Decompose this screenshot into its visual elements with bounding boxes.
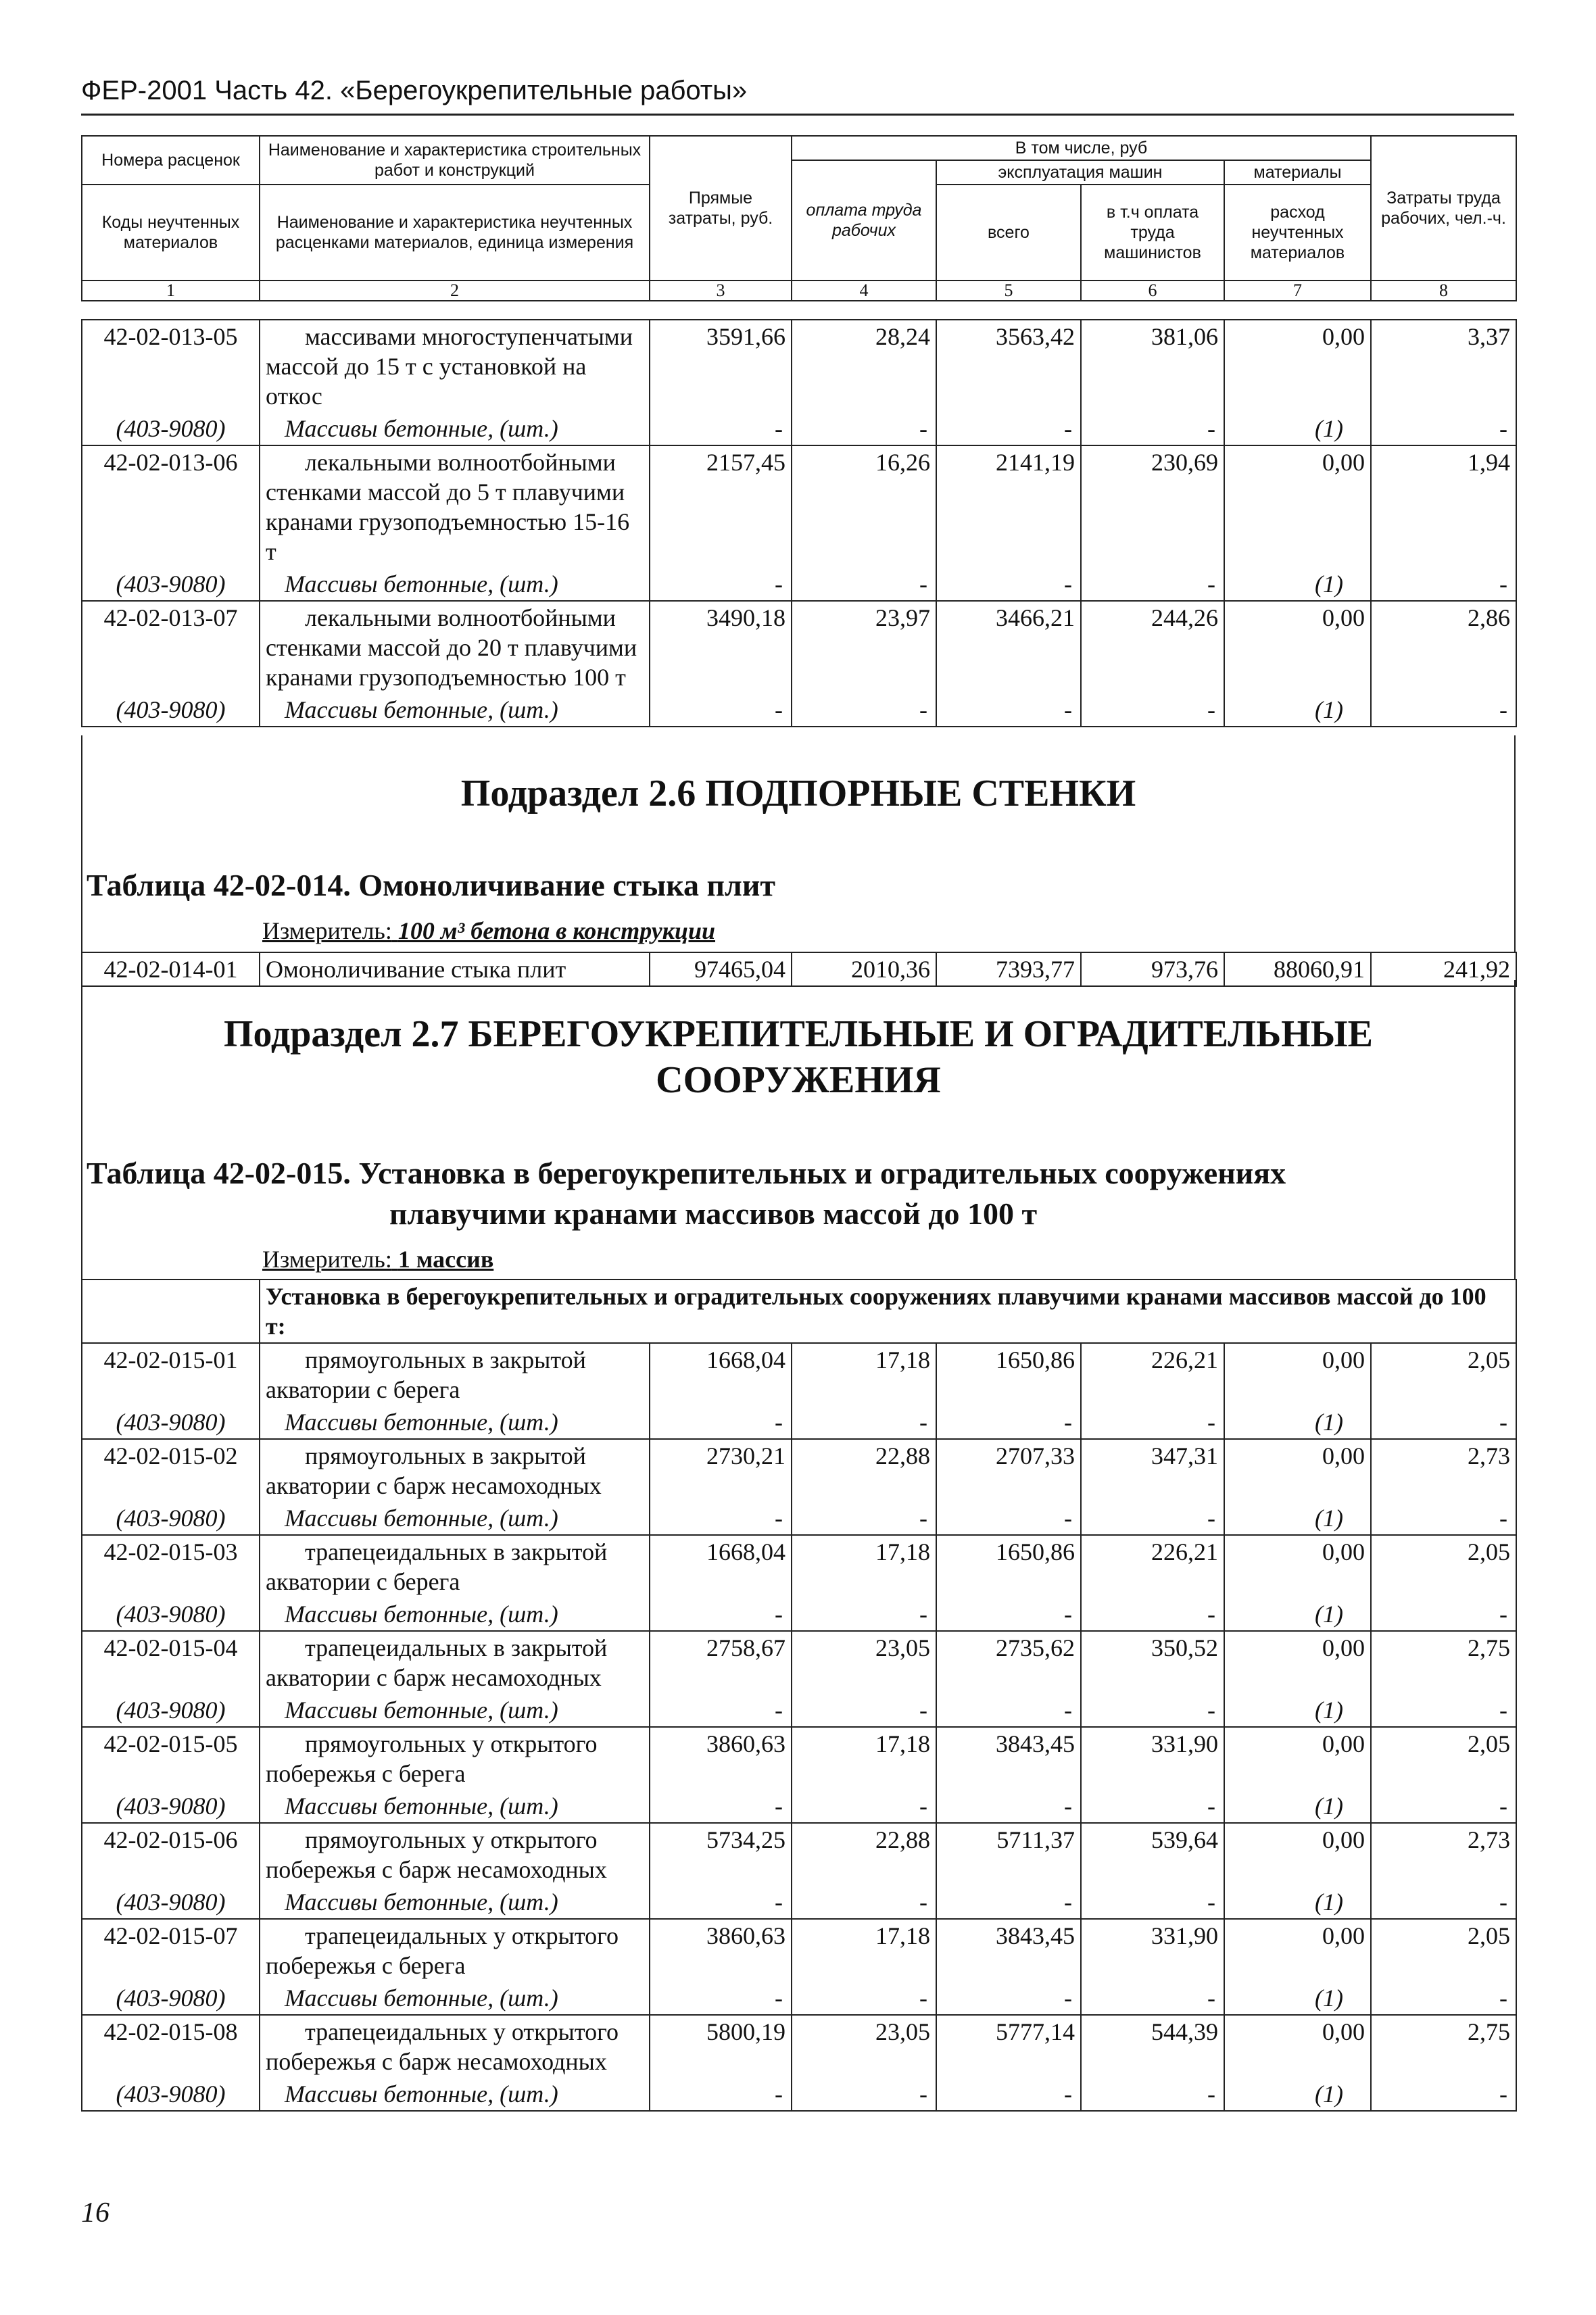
- materials-cost: 0,00: [1224, 1439, 1371, 1502]
- dash-cell: -: [1081, 568, 1224, 601]
- labor-pay: 23,97: [792, 601, 936, 693]
- material-row: [82, 1790, 1516, 1823]
- materials-cost: 0,00: [1224, 1631, 1371, 1694]
- dash-cell: -: [1371, 1598, 1516, 1631]
- material-code: (403-9080): [82, 2078, 260, 2111]
- meter-label: Измеритель:: [262, 1246, 392, 1273]
- materials-cost: 88060,91: [1224, 952, 1371, 986]
- labor-pay: 17,18: [792, 1919, 936, 1982]
- meter-label: Измеритель:: [262, 917, 392, 944]
- dash-cell: -: [1081, 1982, 1224, 2015]
- material-row: [82, 412, 1516, 445]
- dash-cell: -: [936, 2078, 1081, 2111]
- material-qty: (1): [1224, 1406, 1371, 1439]
- labor-pay: 23,05: [792, 1631, 936, 1694]
- materials-cost: 0,00: [1224, 601, 1371, 693]
- col-number: 5: [936, 281, 1081, 301]
- labor-hours: 2,75: [1371, 2015, 1516, 2078]
- labor-hours: 2,73: [1371, 1823, 1516, 1886]
- work-name: трапецеидальных в закрытой акватории с берега: [260, 1535, 650, 1598]
- operator-pay: 544,39: [1081, 2015, 1224, 2078]
- material-code: (403-9080): [82, 1982, 260, 2015]
- dash-cell: -: [1081, 1790, 1224, 1823]
- dash-cell: -: [650, 1886, 792, 1919]
- material-qty: (1): [1224, 1982, 1371, 2015]
- rate-code: 42-02-015-05: [82, 1727, 260, 1790]
- material-qty: (1): [1224, 412, 1371, 445]
- material-name: Массивы бетонные, (шт.): [260, 1790, 650, 1823]
- dash-cell: -: [1081, 693, 1224, 727]
- section-heading-line: СООРУЖЕНИЯ: [656, 1059, 941, 1101]
- material-row: [82, 1598, 1516, 1631]
- labor-pay: 28,24: [792, 320, 936, 412]
- direct-costs: 3860,63: [650, 1727, 792, 1790]
- labor-hours: 2,86: [1371, 601, 1516, 693]
- table-title-line: Таблица 42-02-015. Установка в берегоукрепительных и оградительных сооружениях: [87, 1156, 1286, 1190]
- rate-code: 42-02-015-06: [82, 1823, 260, 1886]
- col-number: 4: [792, 281, 936, 301]
- dash-cell: -: [650, 2078, 792, 2111]
- direct-costs: 5734,25: [650, 1823, 792, 1886]
- table-row: [82, 1631, 1516, 1694]
- machine-total: 3563,42: [936, 320, 1081, 412]
- dash-cell: -: [792, 1598, 936, 1631]
- rate-code: 42-02-014-01: [82, 952, 260, 986]
- work-name: трапецеидальных у открытого побережья с берега: [260, 1919, 650, 1982]
- labor-hours: 3,37: [1371, 320, 1516, 412]
- dash-cell: -: [936, 1694, 1081, 1727]
- col-work-name: Наименование и характеристика строительных работ и конструкций: [260, 136, 650, 185]
- machine-total: 2735,62: [936, 1631, 1081, 1694]
- dash-cell: -: [1371, 693, 1516, 727]
- col-number: 7: [1224, 281, 1371, 301]
- machine-total: 1650,86: [936, 1535, 1081, 1598]
- table-row: [82, 1343, 1516, 1406]
- direct-costs: 1668,04: [650, 1535, 792, 1598]
- materials-cost: 0,00: [1224, 1343, 1371, 1406]
- dash-cell: -: [1081, 1406, 1224, 1439]
- labor-pay: 22,88: [792, 1823, 936, 1886]
- col-number: 2: [260, 281, 650, 301]
- rate-code: 42-02-015-03: [82, 1535, 260, 1598]
- rate-code: 42-02-015-08: [82, 2015, 260, 2078]
- table-row: [82, 601, 1516, 693]
- work-name: прямоугольных в закрытой акватории с берега: [260, 1343, 650, 1406]
- direct-costs: 3490,18: [650, 601, 792, 693]
- col-number: 6: [1081, 281, 1224, 301]
- materials-cost: 0,00: [1224, 445, 1371, 568]
- material-name: Массивы бетонные, (шт.): [260, 2078, 650, 2111]
- dash-cell: -: [650, 568, 792, 601]
- dash-cell: -: [792, 693, 936, 727]
- dash-cell: -: [1371, 1790, 1516, 1823]
- table-row: [82, 1439, 1516, 1502]
- operator-pay: 381,06: [1081, 320, 1224, 412]
- table-row: [82, 2015, 1516, 2078]
- labor-hours: 2,05: [1371, 1343, 1516, 1406]
- material-row: [82, 568, 1516, 601]
- dash-cell: -: [936, 1598, 1081, 1631]
- operator-pay: 226,21: [1081, 1535, 1224, 1598]
- dash-cell: -: [1081, 1502, 1224, 1535]
- operator-pay: 230,69: [1081, 445, 1224, 568]
- labor-hours: 2,05: [1371, 1727, 1516, 1790]
- dash-cell: -: [650, 1502, 792, 1535]
- work-name: прямоугольных в закрытой акватории с барж несамоходных: [260, 1439, 650, 1502]
- dash-cell: -: [792, 1790, 936, 1823]
- dash-cell: -: [792, 568, 936, 601]
- table-row: [82, 1919, 1516, 1982]
- dash-cell: -: [1371, 1502, 1516, 1535]
- rate-code: 42-02-015-01: [82, 1343, 260, 1406]
- operator-pay: 973,76: [1081, 952, 1224, 986]
- col-machine-ops: эксплуатация машин: [936, 160, 1224, 185]
- operator-pay: 331,90: [1081, 1919, 1224, 1982]
- meter-line: [262, 1245, 493, 1273]
- section-heading: [81, 1011, 1516, 1103]
- col-labor-pay: оплата труда рабочих: [792, 160, 936, 281]
- dash-cell: -: [792, 412, 936, 445]
- dash-cell: -: [1371, 568, 1516, 601]
- table-row: [82, 320, 1516, 412]
- column-header-table: [81, 135, 1517, 301]
- col-incl-rub: В том числе, руб: [792, 136, 1371, 160]
- col-material-codes: Коды неучтенных материалов: [82, 185, 260, 281]
- material-name: Массивы бетонные, (шт.): [260, 1502, 650, 1535]
- col-material-use: расход неучтенных материалов: [1224, 185, 1371, 281]
- labor-pay: 17,18: [792, 1727, 936, 1790]
- material-code: (403-9080): [82, 1694, 260, 1727]
- section-heading-line: Подраздел 2.7 БЕРЕГОУКРЕПИТЕЛЬНЫЕ И ОГРАДИТЕЛЬНЫЕ: [223, 1013, 1373, 1055]
- table-row: [82, 1727, 1516, 1790]
- operator-pay: 347,31: [1081, 1439, 1224, 1502]
- work-name: трапецеидальных в закрытой акватории с барж несамоходных: [260, 1631, 650, 1694]
- operator-pay: 539,64: [1081, 1823, 1224, 1886]
- meter-value: 1 массив: [397, 1246, 494, 1273]
- material-code: (403-9080): [82, 1406, 260, 1439]
- materials-cost: 0,00: [1224, 1823, 1371, 1886]
- dash-cell: -: [1371, 1886, 1516, 1919]
- material-code: (403-9080): [82, 412, 260, 445]
- running-header: ФЕР-2001 Часть 42. «Берегоукрепительные работы»: [81, 76, 748, 105]
- material-name: Массивы бетонные, (шт.): [260, 1694, 650, 1727]
- material-row: [82, 1502, 1516, 1535]
- table-title: Таблица 42-02-014. Омоноличивание стыка плит: [87, 868, 775, 902]
- col-operator-pay: в т.ч оплата труда машинистов: [1081, 185, 1224, 281]
- material-row: [82, 1982, 1516, 2015]
- table-subheading: Установка в берегоукрепительных и оградительных сооружениях плавучими кранами массивов массой до 100 т:: [260, 1280, 1516, 1343]
- table-42-02-015: [81, 1279, 1517, 2112]
- material-qty: (1): [1224, 1502, 1371, 1535]
- rate-code: 42-02-015-02: [82, 1439, 260, 1502]
- rate-code: 42-02-015-04: [82, 1631, 260, 1694]
- col-number: 1: [82, 281, 260, 301]
- labor-pay: 17,18: [792, 1535, 936, 1598]
- table-row: [82, 1535, 1516, 1598]
- dash-cell: -: [1371, 1694, 1516, 1727]
- materials-cost: 0,00: [1224, 1535, 1371, 1598]
- labor-hours: 2,73: [1371, 1439, 1516, 1502]
- material-row: [82, 1886, 1516, 1919]
- work-name: массивами многоступенчатыми массой до 15 т с установкой на откос: [260, 320, 650, 412]
- dash-cell: -: [1081, 2078, 1224, 2111]
- dash-cell: -: [650, 1694, 792, 1727]
- machine-total: 3843,45: [936, 1727, 1081, 1790]
- materials-cost: 0,00: [1224, 2015, 1371, 2078]
- material-name: Массивы бетонные, (шт.): [260, 1406, 650, 1439]
- direct-costs: 2758,67: [650, 1631, 792, 1694]
- dash-cell: -: [1081, 412, 1224, 445]
- material-name: Массивы бетонные, (шт.): [260, 568, 650, 601]
- col-rate-numbers: Номера расценок: [82, 136, 260, 185]
- direct-costs: 2730,21: [650, 1439, 792, 1502]
- labor-pay: 17,18: [792, 1343, 936, 1406]
- machine-total: 5711,37: [936, 1823, 1081, 1886]
- table-row: [82, 445, 1516, 568]
- meter-line: [262, 917, 715, 945]
- dash-cell: -: [1371, 1982, 1516, 2015]
- rate-code: 42-02-013-06: [82, 445, 260, 568]
- dash-cell: -: [936, 1982, 1081, 2015]
- dash-cell: -: [650, 1790, 792, 1823]
- material-qty: (1): [1224, 568, 1371, 601]
- rate-code: 42-02-013-07: [82, 601, 260, 693]
- labor-pay: 22,88: [792, 1439, 936, 1502]
- dash-cell: -: [792, 1982, 936, 2015]
- labor-hours: 2,05: [1371, 1919, 1516, 1982]
- dash-cell: -: [792, 1406, 936, 1439]
- material-qty: (1): [1224, 1694, 1371, 1727]
- machine-total: 1650,86: [936, 1343, 1081, 1406]
- materials-cost: 0,00: [1224, 320, 1371, 412]
- materials-cost: 0,00: [1224, 1919, 1371, 1982]
- material-name: Массивы бетонные, (шт.): [260, 1598, 650, 1631]
- dash-cell: -: [1371, 2078, 1516, 2111]
- empty-cell: [82, 1280, 260, 1343]
- header-rule: [81, 114, 1514, 116]
- table-title: [87, 1153, 1286, 1234]
- labor-pay: 23,05: [792, 2015, 936, 2078]
- table-title-line: плавучими кранами массивов массой до 100 т: [389, 1196, 1038, 1231]
- labor-hours: 2,75: [1371, 1631, 1516, 1694]
- machine-total: 7393,77: [936, 952, 1081, 986]
- direct-costs: 3591,66: [650, 320, 792, 412]
- col-material-name: Наименование и характеристика неучтенных расценками материалов, единица измерения: [260, 185, 650, 281]
- material-code: (403-9080): [82, 1598, 260, 1631]
- rate-code: 42-02-015-07: [82, 1919, 260, 1982]
- labor-hours: 241,92: [1371, 952, 1516, 986]
- dash-cell: -: [792, 1886, 936, 1919]
- material-code: (403-9080): [82, 693, 260, 727]
- dash-cell: -: [792, 1502, 936, 1535]
- dash-cell: -: [650, 1406, 792, 1439]
- meter-value: 100 м³ бетона в конструкции: [397, 917, 716, 944]
- material-row: [82, 1694, 1516, 1727]
- material-name: Массивы бетонные, (шт.): [260, 1982, 650, 2015]
- material-row: [82, 1406, 1516, 1439]
- material-row: [82, 693, 1516, 727]
- dash-cell: -: [650, 693, 792, 727]
- col-machine-total: всего: [936, 185, 1081, 281]
- work-name: прямоугольных у открытого побережья с берега: [260, 1727, 650, 1790]
- dash-cell: -: [650, 1982, 792, 2015]
- material-qty: (1): [1224, 693, 1371, 727]
- operator-pay: 350,52: [1081, 1631, 1224, 1694]
- material-code: (403-9080): [82, 1502, 260, 1535]
- labor-hours: 2,05: [1371, 1535, 1516, 1598]
- section-heading: Подраздел 2.6 ПОДПОРНЫЕ СТЕНКИ: [460, 773, 1136, 814]
- machine-total: 5777,14: [936, 2015, 1081, 2078]
- dash-cell: -: [1081, 1886, 1224, 1919]
- direct-costs: 3860,63: [650, 1919, 792, 1982]
- operator-pay: 226,21: [1081, 1343, 1224, 1406]
- work-name: трапецеидальных у открытого побережья с барж несамоходных: [260, 2015, 650, 2078]
- col-number: 3: [650, 281, 792, 301]
- dash-cell: -: [650, 412, 792, 445]
- labor-hours: 1,94: [1371, 445, 1516, 568]
- work-name: лекальными волноотбойными стенками массой до 20 т плавучими кранами грузоподъемностью 100 т: [260, 601, 650, 693]
- labor-pay: 2010,36: [792, 952, 936, 986]
- machine-total: 3466,21: [936, 601, 1081, 693]
- material-code: (403-9080): [82, 1886, 260, 1919]
- material-qty: (1): [1224, 1886, 1371, 1919]
- page-number: 16: [81, 2197, 110, 2228]
- direct-costs: 97465,04: [650, 952, 792, 986]
- materials-cost: 0,00: [1224, 1727, 1371, 1790]
- table-subheading-row: [82, 1280, 1516, 1343]
- material-qty: (1): [1224, 1598, 1371, 1631]
- dash-cell: -: [936, 1406, 1081, 1439]
- operator-pay: 331,90: [1081, 1727, 1224, 1790]
- work-name: лекальными волноотбойными стенками массой до 5 т плавучими кранами грузоподъемностью 15-16 т: [260, 445, 650, 568]
- machine-total: 3843,45: [936, 1919, 1081, 1982]
- dash-cell: -: [936, 1790, 1081, 1823]
- dash-cell: -: [936, 1886, 1081, 1919]
- dash-cell: -: [1081, 1694, 1224, 1727]
- dash-cell: -: [936, 568, 1081, 601]
- dash-cell: -: [936, 1502, 1081, 1535]
- material-code: (403-9080): [82, 568, 260, 601]
- material-code: (403-9080): [82, 1790, 260, 1823]
- material-name: Массивы бетонные, (шт.): [260, 1886, 650, 1919]
- direct-costs: 2157,45: [650, 445, 792, 568]
- col-direct-costs: Прямые затраты, руб.: [650, 136, 792, 281]
- col-number: 8: [1371, 281, 1516, 301]
- col-worker-labor: Затраты труда рабочих, чел.-ч.: [1371, 136, 1516, 281]
- table-42-02-013: [81, 319, 1517, 727]
- work-name: Омоноличивание стыка плит: [260, 952, 650, 986]
- dash-cell: -: [936, 693, 1081, 727]
- material-row: [82, 2078, 1516, 2111]
- labor-pay: 16,26: [792, 445, 936, 568]
- dash-cell: -: [1371, 1406, 1516, 1439]
- operator-pay: 244,26: [1081, 601, 1224, 693]
- dash-cell: -: [936, 412, 1081, 445]
- dash-cell: -: [792, 2078, 936, 2111]
- material-qty: (1): [1224, 2078, 1371, 2111]
- col-materials: материалы: [1224, 160, 1371, 185]
- material-name: Массивы бетонные, (шт.): [260, 693, 650, 727]
- machine-total: 2141,19: [936, 445, 1081, 568]
- work-name: прямоугольных у открытого побережья с барж несамоходных: [260, 1823, 650, 1886]
- rate-code: 42-02-013-05: [82, 320, 260, 412]
- table-row: [82, 1823, 1516, 1886]
- dash-cell: -: [1081, 1598, 1224, 1631]
- material-qty: (1): [1224, 1790, 1371, 1823]
- dash-cell: -: [650, 1598, 792, 1631]
- machine-total: 2707,33: [936, 1439, 1081, 1502]
- direct-costs: 1668,04: [650, 1343, 792, 1406]
- material-name: Массивы бетонные, (шт.): [260, 412, 650, 445]
- dash-cell: -: [1371, 412, 1516, 445]
- direct-costs: 5800,19: [650, 2015, 792, 2078]
- dash-cell: -: [792, 1694, 936, 1727]
